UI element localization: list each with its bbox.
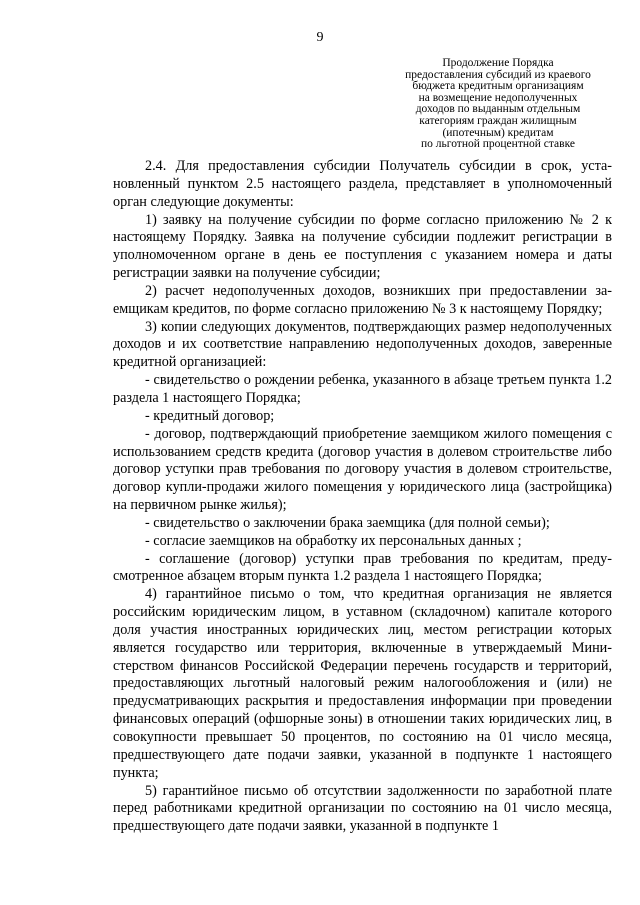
- paragraph-marriage-certificate: - свидетельство о заключении брака заемщика (для полной семьи);: [145, 514, 550, 531]
- paragraph-credit-agreement: - кредитный договор;: [145, 407, 275, 424]
- header-note-line: (ипотечным) кредитам: [442, 126, 554, 139]
- body-text: [113, 158, 612, 836]
- paragraph-housing-agreement: - договор, подтверждающий приобретение заемщиком жилого помещения с использованием средств кредита (договор участия в долевом строительстве либо договор уступки прав требования по договору участия в долевом строительстве, договор купли-продажи жилого помещения у юридического лица (застройщика) на первичном рынке жилья);: [113, 425, 612, 514]
- header-note-line: по льготной процентной ставке: [421, 138, 575, 151]
- paragraph-2-4: 2.4. Для предоставления субсидии Получатель субсидии в срок, установленный пунктом 2.5 настоящего раздела, представляет в уполномоченный орган следующие документы:: [113, 158, 612, 210]
- paragraph-birth-certificate: - свидетельство о рождении ребенка, указанного в абзаце третьем пункта 1.2 раздела 1 настоящего Порядка;: [113, 372, 612, 406]
- paragraph-item-4: 4) гарантийное письмо о том, что кредитная организация не является российским юридическим лицом, в уставном (складочном) капитале которого доля участия иностранных юридических лиц, местом регистрации которых является государство или территория, включенные в утверждаемый Министерством финансов Российской Федерации перечень государств и территорий, предоставляющих льготный налоговый режим налогообложения и (или) не предусматривающих раскрытия и предоставления информации при проведении финансовых операций (офшорные зоны) в отношении таких юридических лиц, в совокупности превышает 50 процентов, по состоянию на 01 число месяца, предшествующего дате подачи заявки, указанной в подпункте 1 настоящего пункта;: [113, 586, 612, 781]
- paragraph-assignment-agreement: - соглашение (договор) уступки прав требования по кредитам, предусмотренное абзацем вторым пункта 1.2 раздела 1 настоящего Порядка;: [113, 550, 612, 585]
- page-number: 9: [316, 30, 324, 45]
- paragraph-item-5: 5) гарантийное письмо об отсутствии задолженности по заработной плате перед работниками кредитной организации по состоянию на 01 число месяца, предшествующего дате подачи заявки, указанной в подпункте 1: [113, 782, 612, 835]
- paragraph-item-3: 3) копии следующих документов, подтверждающих размер недополученных доходов и их соответствие направлению недополученных доходов, заверенные кредитной организацией:: [113, 318, 612, 371]
- header-note-line: категориям граждан жилищным: [419, 114, 577, 127]
- header-note-line: бюджета кредитным организациям: [412, 80, 584, 93]
- header-note-line: Продолжение Порядка: [442, 57, 554, 69]
- header-note-line: доходов по выданным отдельным: [415, 103, 581, 116]
- header-note-line: предоставления субсидий из краевого: [405, 68, 591, 81]
- paragraph-item-2: 2) расчет недополученных доходов, возникших при предоставлении заемщикам кредитов, по форме согласно приложению № 3 к настоящему Порядку;: [113, 282, 612, 317]
- header-note-line: на возмещение недополученных: [418, 91, 578, 104]
- paragraph-item-1: 1) заявку на получение субсидии по форме согласно приложению № 2 к настоящему Порядку. Заявка на получение субсидии подлежит регистрации в уполномоченном органе в день ее поступления с указанием номера и даты регистрации заявки на получение субсидии;: [113, 211, 612, 282]
- paragraph-personal-data-consent: - согласие заемщиков на обработку их персональных данных ;: [145, 532, 522, 549]
- header-note: [380, 58, 616, 151]
